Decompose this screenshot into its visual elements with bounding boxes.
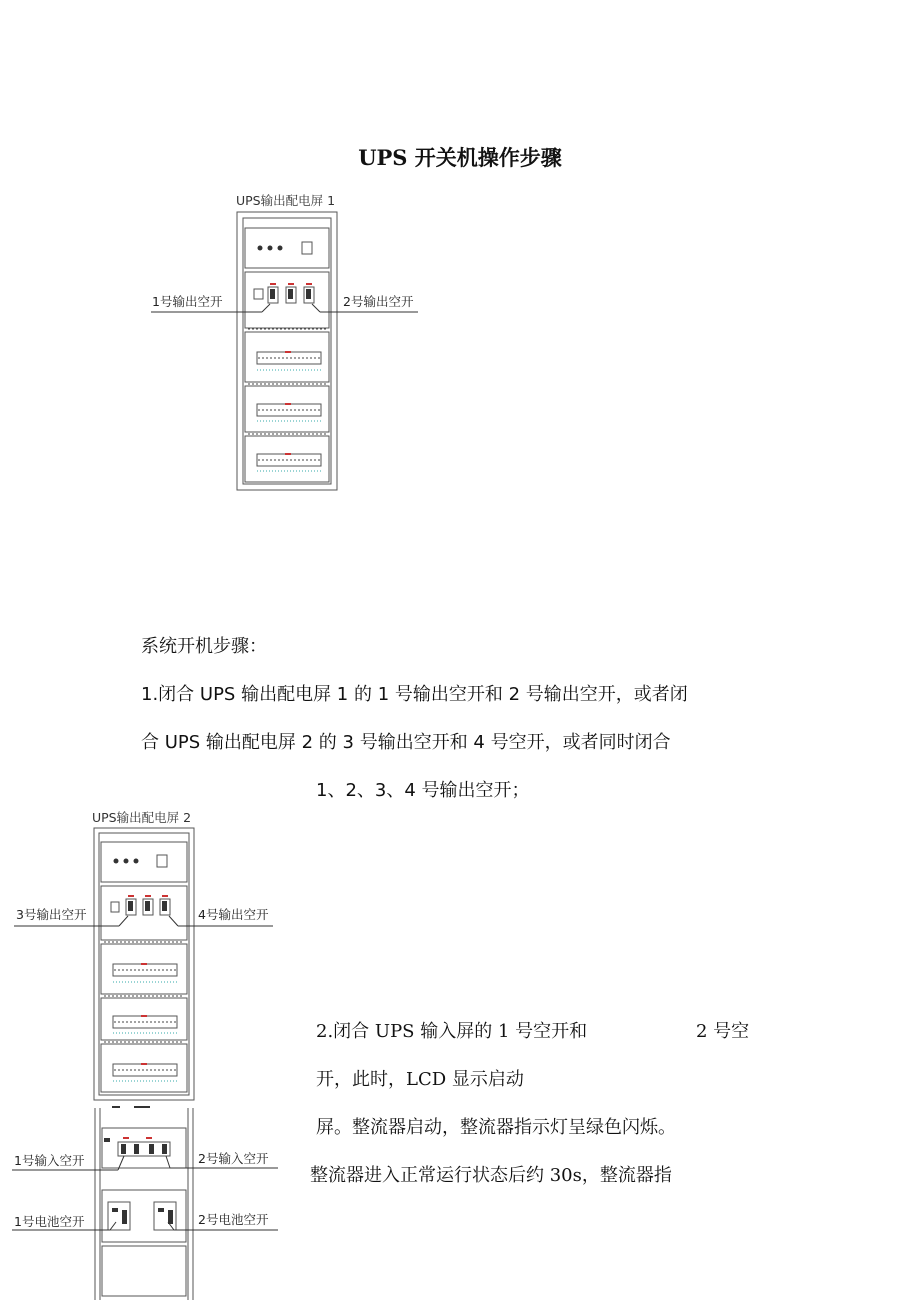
step1-line3: 1、2、3、4 号输出空开； bbox=[316, 780, 530, 801]
battery-label-right: 2号电池空开 bbox=[198, 1212, 269, 1227]
step1-line2: 合 UPS 输出配电屏 2 的 3 号输出空开和 4 号空开，或者同时闭合 bbox=[141, 732, 671, 753]
input-breaker-section bbox=[102, 1128, 186, 1168]
panel1-caption: UPS输出配电屏 1 bbox=[236, 193, 336, 208]
step1-line1: 1.闭合 UPS 输出配电屏 1 的 1 号输出空开和 2 号输出空开，或者闭 bbox=[141, 684, 688, 705]
input-panel-diagram bbox=[95, 1108, 193, 1300]
step2-line3: 屏。整流器启动，整流器指示灯呈绿色闪烁。 bbox=[316, 1117, 676, 1138]
panel2-branch-section-3 bbox=[101, 1044, 187, 1092]
panel1-label-right: 2号输出空开 bbox=[343, 294, 414, 309]
battery-breaker-section bbox=[102, 1190, 186, 1242]
panel2-caption: UPS输出配电屏 2 bbox=[92, 810, 192, 825]
panel1-label-left: 1号输出空开 bbox=[152, 294, 223, 309]
page-title: UPS 开关机操作步骤 bbox=[358, 145, 562, 170]
panel2-branch-section-2 bbox=[101, 998, 187, 1040]
panel2-branch-section-1 bbox=[101, 944, 187, 994]
section-heading: 系统开机步骤： bbox=[141, 636, 267, 657]
step2-line1b: 2 号空 bbox=[696, 1021, 750, 1042]
panel2-label-left: 3号输出空开 bbox=[16, 907, 87, 922]
input-label-left: 1号输入空开 bbox=[14, 1153, 85, 1168]
panel2-breaker-section bbox=[101, 886, 187, 940]
step2-line2: 开，此时，LCD 显示启动 bbox=[316, 1069, 524, 1090]
input-label-right: 2号输入空开 bbox=[198, 1151, 269, 1166]
step2-line4: 整流器进入正常运行状态后约 30s，整流器指 bbox=[310, 1165, 672, 1186]
step2-line1a: 2.闭合 UPS 输入屏的 1 号空开和 bbox=[316, 1021, 588, 1042]
input-blank-section bbox=[102, 1246, 186, 1296]
battery-label-left: 1号电池空开 bbox=[14, 1214, 85, 1229]
panel2-label-right: 4号输出空开 bbox=[198, 907, 269, 922]
